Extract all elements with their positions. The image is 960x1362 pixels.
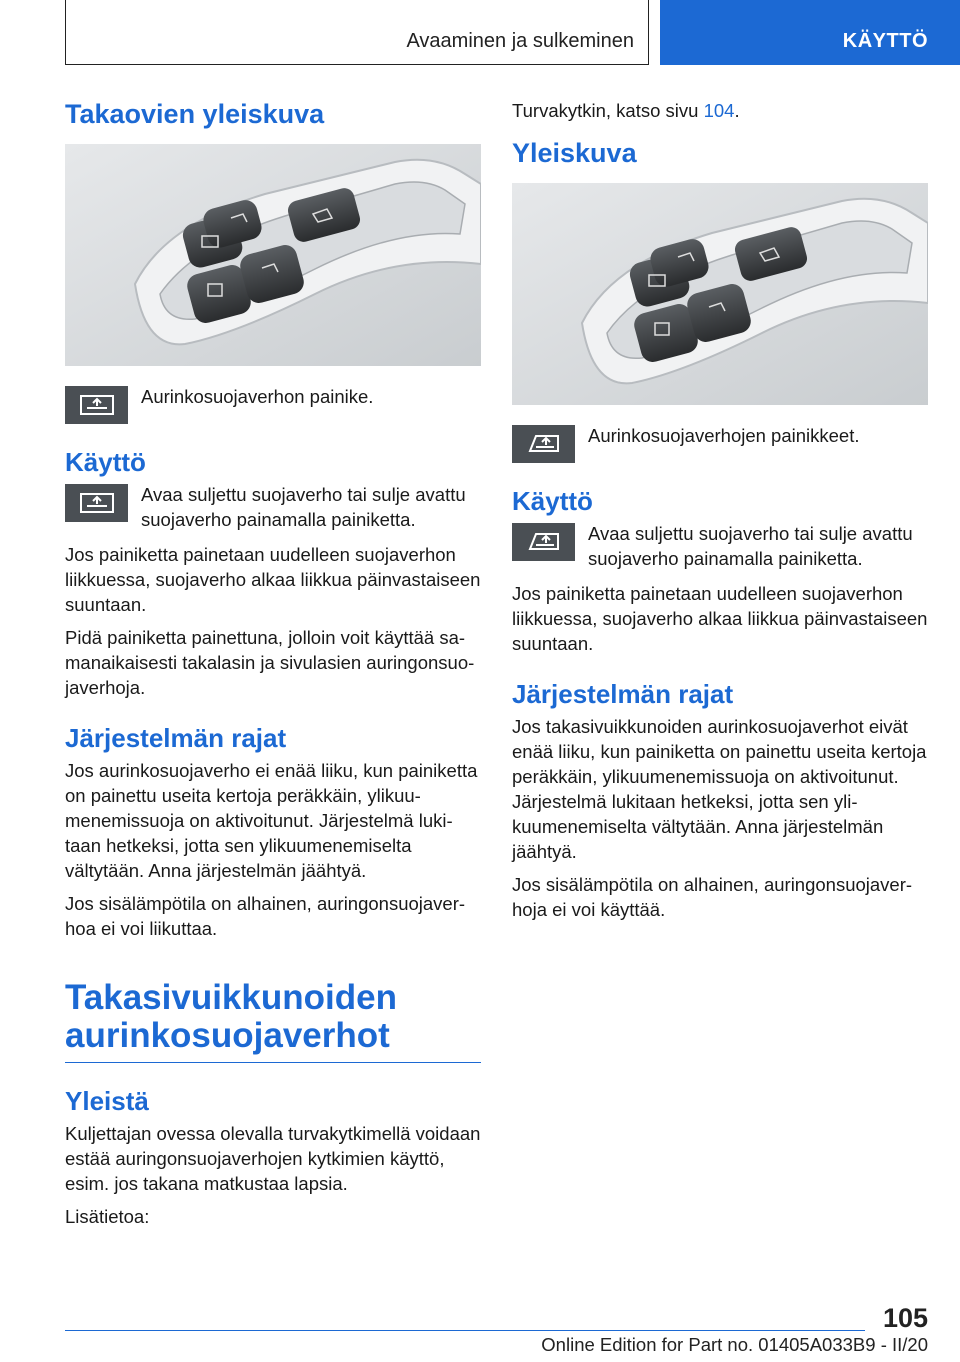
heading-kaytto-left: Käyttö [65,447,146,477]
paragraph: Jos aurinkosuojaverho ei enää liiku, kun painiketta on painettu useita kertoja peräkkäin, ylikuumenemissuoja on aktivoitunut. Järjestelmä lukitaan hetkeksi, jotta sen ylikuumenemiselta vältytään. Anna järjestelmän jäähtyä. [65,760,478,881]
paragraph: Kuljettajan ovessa olevalla turvakytkimellä voidaan estää auringonsuojaverhojen kytkimien käyttö, esim. jos takana matkustaa lapsia. [65,1123,481,1194]
paragraph: Jos takasivuikkunoiden aurinkosuojaverhot eivät enää liiku, kun painiketta on painettu useita kertoja peräkkäin, ylikuumenemissuoja on aktivoitunut. Järjestelmä lukitaan hetkeksi, jotta sen ylikuumenemiselta vältytään. Anna järjestelmän jäähtyä. [512,716,927,862]
side-sunblind-button-icon [512,425,575,463]
instruction-text: Avaa suljettu suojaverho tai sulje avattu suojaverho painamalla painiketta. [588,523,913,569]
footer-edition: Online Edition for Part no. 01405A033B9 - II/20 [541,1334,928,1355]
side-sunblind-button-icon [512,523,575,561]
paragraph: Jos painiketta painetaan uudelleen suojaverhon liikkuessa, suojaverho alkaa liikkua päinvastaiseen suuntaan. [512,583,928,654]
left-column [65,98,481,1237]
header-section-box [65,0,649,65]
icon-instruction-row [65,482,481,532]
paragraph: Lisätietoa: [65,1206,150,1227]
paragraph: Jos sisälämpötila on alhainen, auringonsuojaverhoja ei voi käyttää. [512,874,913,920]
sunblind-button-icon [65,386,128,424]
paragraph: Pidä painiketta painettuna, jolloin voit käyttää samanaikaisesti takalasin ja sivulasien auringonsuojaverhoja. [65,627,475,698]
section-title-rear-doors: Takaovien yleiskuva [65,99,325,129]
heading-kaytto-right: Käyttö [512,486,593,516]
page-link-104[interactable]: 104 [703,100,735,121]
caption-sunblind-button: Aurinkosuojaverhon painike. [141,386,374,407]
heading-system-limits-right: Järjestelmän rajat [512,679,734,709]
sunblind-button-icon [65,484,128,522]
safety-switch-reference: Turvakytkin, katso sivu 104. [512,100,740,121]
right-column [512,98,928,930]
icon-caption-row [65,384,481,424]
footer-divider [65,1330,865,1331]
header-chapter-title: KÄYTTÖ [842,30,928,52]
chapter-title-rear-side-sunblinds: Takasivuikkunoiden aurinkosuojaverhot [65,979,481,1063]
rear-window-switch-photo [512,183,928,405]
heading-system-limits-left: Järjestelmän rajat [65,723,287,753]
caption-sunblind-buttons: Aurinkosuojaverhojen painikkeet. [588,425,860,446]
icon-caption-row [512,423,928,463]
heading-yleiskuva: Yleiskuva [512,138,637,168]
paragraph: Jos painiketta painetaan uudelleen suojaverhon liikkuessa, suojaverho alkaa liikkua päinvastaiseen suuntaan. [65,544,481,615]
header-chapter-tab [660,0,960,65]
instruction-text: Avaa suljettu suojaverho tai sulje avattu suojaverho painamalla painiketta. [141,484,466,530]
paragraph: Jos sisälämpötila on alhainen, auringonsuojaverhoa ei voi liikuttaa. [65,893,466,939]
door-switch-photo [65,144,481,366]
page-number: 105 [882,1303,928,1333]
icon-instruction-row [512,521,928,571]
heading-yleista: Yleistä [65,1086,149,1116]
header-section-title: Avaaminen ja sulkeminen [406,30,634,52]
